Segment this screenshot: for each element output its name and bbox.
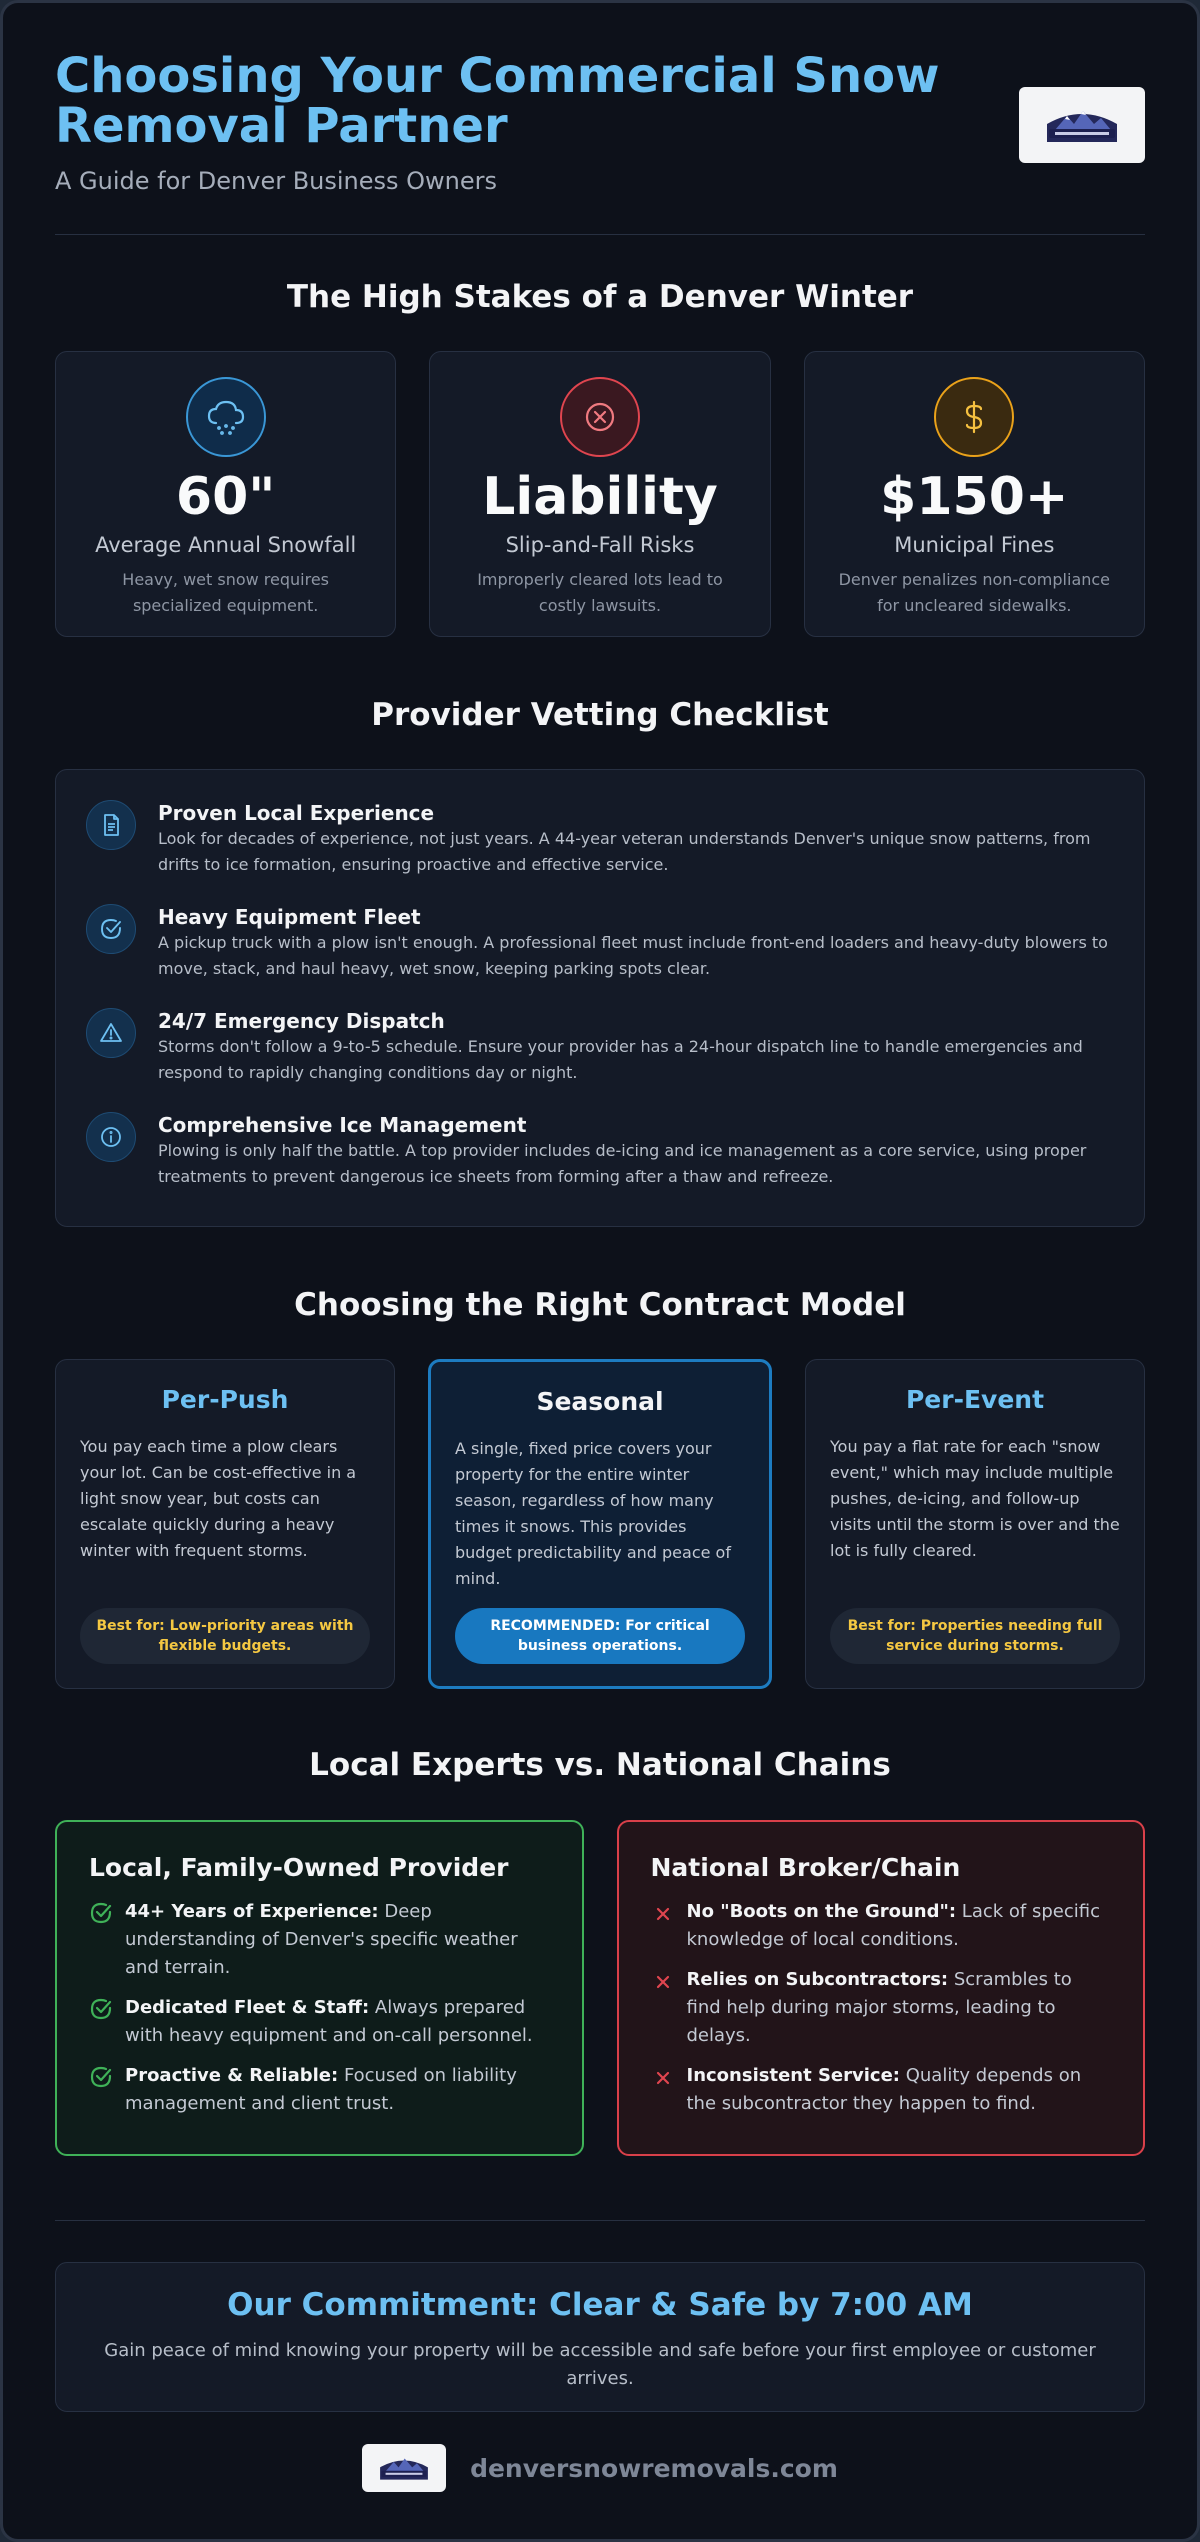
checklist-item-title: Heavy Equipment Fleet: [158, 905, 421, 929]
pro-item: [89, 2062, 550, 2118]
best-for-badge: Best for: Low-priority areas with flexible budgets.: [80, 1608, 370, 1664]
footer-logo: [362, 2444, 446, 2492]
checklist-item: [86, 1112, 1110, 1216]
checklist-item-desc: Storms don't follow a 9-to-5 schedule. Ensure your provider has a 24-hour dispatch line to handle emergencies and respond to rapidly changing conditions day or night.: [158, 1037, 1083, 1082]
pro-item-bold: Dedicated Fleet & Staff:: [125, 1997, 370, 2018]
commitment-title: Our Commitment: Clear & Safe by 7:00 AM: [227, 2287, 973, 2323]
contract-card-seasonal: [428, 1359, 772, 1689]
check-circle-icon: [86, 904, 136, 954]
checklist-item-title: 24/7 Emergency Dispatch: [158, 1009, 445, 1033]
checklist-item-title: Proven Local Experience: [158, 801, 435, 825]
stat-card-snowfall: [55, 351, 396, 637]
stat-description: Improperly cleared lots lead to costly lawsuits.: [477, 570, 723, 615]
checklist-item: [86, 1008, 1110, 1112]
check-circle-icon: [89, 1901, 113, 1925]
stakes-cards: [55, 351, 1145, 637]
company-logo: [1019, 87, 1145, 163]
contract-description: A single, fixed price covers your property for the entire winter season, regardless of how many times it snows. This provides budget predictability and peace of mind.: [455, 1439, 731, 1588]
local-provider-card: [55, 1820, 584, 2156]
checklist-item: [86, 800, 1110, 904]
pro-item-bold: 44+ Years of Experience:: [125, 1901, 379, 1922]
stat-label: Slip-and-Fall Risks: [505, 533, 695, 557]
stat-label: Municipal Fines: [894, 533, 1055, 557]
x-mark-icon: [651, 1969, 675, 1993]
pro-item: [89, 1898, 550, 1982]
website-link[interactable]: denversnowremovals.com: [470, 2453, 838, 2483]
check-circle-icon: [89, 1997, 113, 2021]
x-mark-icon: [651, 2065, 675, 2089]
section-divider: [55, 2220, 1145, 2221]
con-item-bold: No "Boots on the Ground":: [686, 1901, 957, 1922]
commitment-text: Gain peace of mind knowing your property will be accessible and safe before your first employee or customer arrives.: [104, 2340, 1096, 2389]
contract-card-per-event: [805, 1359, 1145, 1689]
con-item-bold: Inconsistent Service:: [686, 2065, 900, 2086]
con-item-text: Lack of specific knowledge of local conditions.: [686, 1901, 1100, 1950]
vetting-checklist: [55, 769, 1145, 1227]
checklist-heading: Provider Vetting Checklist: [371, 697, 829, 733]
page-header: [55, 48, 1145, 235]
info-icon: [86, 1112, 136, 1162]
con-item-bold: Relies on Subcontractors:: [686, 1969, 949, 1990]
con-item: [651, 1966, 1112, 2050]
checklist-item: [86, 904, 1110, 1008]
check-circle-icon: [89, 2065, 113, 2089]
mountain-logo-icon: [1041, 102, 1123, 148]
pro-item-text: Always prepared with heavy equipment and on-call personnel.: [125, 1997, 533, 2046]
best-for-badge: Best for: Properties needing full service during storms.: [830, 1608, 1120, 1664]
pro-item-text: Focused on liability management and client trust.: [125, 2065, 517, 2114]
con-item-text: Scrambles to find help during major storms, leading to delays.: [686, 1969, 1072, 2046]
stat-label: Average Annual Snowfall: [95, 533, 357, 557]
mountain-logo-icon: [376, 2452, 432, 2484]
contract-models: [55, 1359, 1145, 1689]
snow-cloud-icon: [186, 377, 266, 457]
recommended-badge: RECOMMENDED: For critical business operations.: [455, 1608, 745, 1664]
stat-value: Liability: [482, 467, 718, 527]
checklist-item-desc: Plowing is only half the battle. A top provider includes de-icing and ice management as a core service, using proper treatments to prevent dangerous ice sheets from forming after a thaw and refreeze.: [158, 1141, 1087, 1186]
con-item-text: Quality depends on the subcontractor they happen to find.: [686, 2065, 1082, 2114]
comparison-cards: [55, 1820, 1145, 2156]
stat-value: 60": [175, 467, 276, 527]
stat-card-liability: [429, 351, 770, 637]
contract-title: Seasonal: [536, 1387, 664, 1416]
stakes-heading: The High Stakes of a Denver Winter: [286, 279, 914, 315]
contract-title: Per-Event: [905, 1385, 1045, 1414]
warning-icon: [86, 1008, 136, 1058]
document-icon: [86, 800, 136, 850]
contract-description: You pay a flat rate for each "snow event," which may include multiple pushes, de-icing, and follow-up visits until the storm is over and the lot is fully cleared.: [830, 1437, 1120, 1560]
stat-description: Denver penalizes non-compliance for uncleared sidewalks.: [838, 570, 1111, 615]
page-title: Choosing Your Commercial Snow Removal Partner: [55, 48, 940, 154]
x-mark-icon: [651, 1901, 675, 1925]
contract-description: You pay each time a plow clears your lot. Can be cost-effective in a light snow year, but costs can escalate quickly during a heavy winter with frequent storms.: [80, 1437, 357, 1560]
local-provider-title: Local, Family-Owned Provider: [89, 1853, 509, 1882]
page-footer: [55, 2443, 1145, 2493]
checklist-item-title: Comprehensive Ice Management: [158, 1113, 527, 1137]
pro-item-bold: Proactive & Reliable:: [125, 2065, 339, 2086]
contract-card-per-push: [55, 1359, 395, 1689]
checklist-item-desc: A pickup truck with a plow isn't enough. A professional fleet must include front-end loaders and heavy-duty blowers to move, stack, and haul heavy, wet snow, keeping parking spots clear.: [158, 933, 1108, 978]
contracts-heading: Choosing the Right Contract Model: [294, 1287, 906, 1323]
x-circle-icon: [560, 377, 640, 457]
con-item: [651, 1898, 1112, 1954]
national-chain-title: National Broker/Chain: [650, 1853, 961, 1882]
stat-description: Heavy, wet snow requires specialized equipment.: [122, 570, 330, 615]
national-chain-card: [617, 1820, 1146, 2156]
pro-item-text: Deep understanding of Denver's specific weather and terrain.: [125, 1901, 518, 1978]
stat-value: $150+: [880, 467, 1069, 527]
contract-title: Per-Push: [161, 1385, 289, 1414]
con-item: [651, 2062, 1112, 2118]
comparison-heading: Local Experts vs. National Chains: [309, 1747, 891, 1783]
dollar-icon: [934, 377, 1014, 457]
checklist-item-desc: Look for decades of experience, not just years. A 44-year veteran understands Denver's unique snow patterns, from drifts to ice formation, ensuring proactive and effective service.: [158, 829, 1091, 874]
pro-item: [89, 1994, 550, 2050]
commitment-banner: [55, 2262, 1145, 2412]
page-subtitle: A Guide for Denver Business Owners: [55, 167, 498, 195]
stat-card-fines: [804, 351, 1145, 637]
